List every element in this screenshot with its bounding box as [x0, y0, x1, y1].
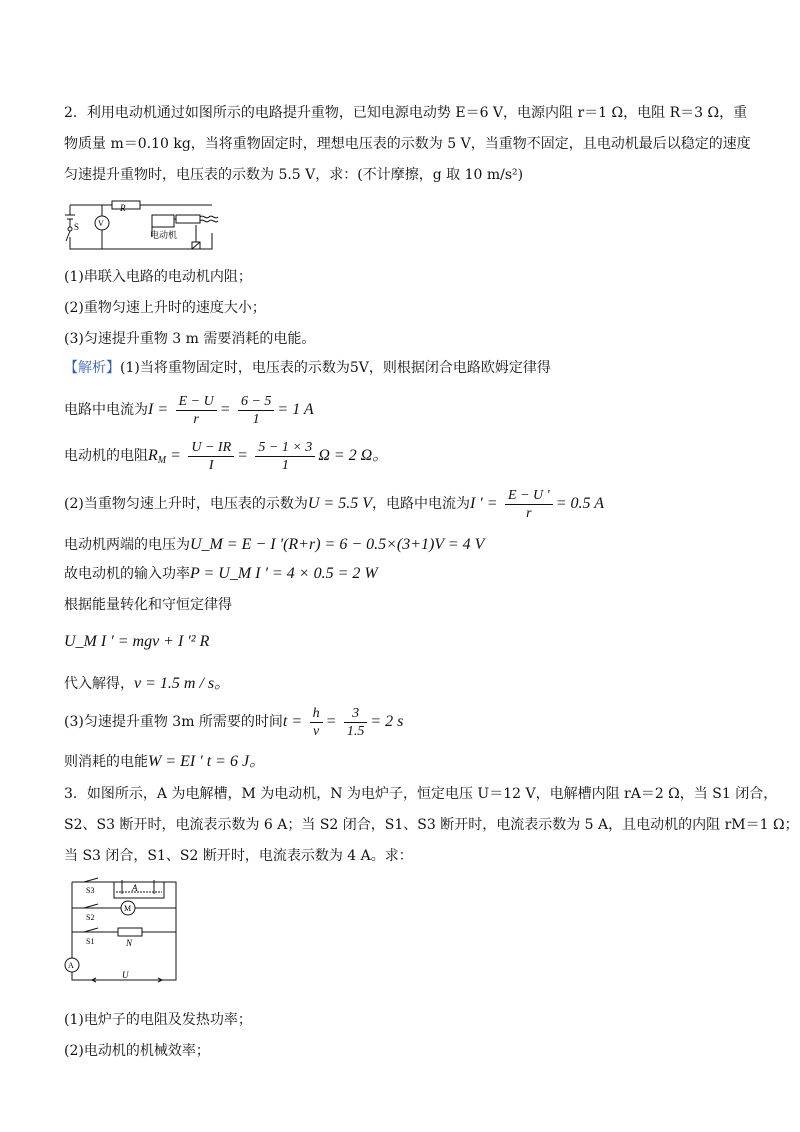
solution-line-4: (2)当重物匀速上升时，电压表的示数为U = 5.5 V，电路中电流为I ′ = $\frac{E - U '}{r}$ = 0.5 A [64, 487, 604, 521]
q3-circuit-diagram [62, 872, 186, 992]
q3-line-2: S2、S3 断开时，电流表示数为 6 A；当 S2 闭合，S1、S3 断开时，电流表示数为 5 A，且电动机的内阻 rM＝1 Ω； [64, 817, 799, 833]
q3-diagram-label-s2: S2 [86, 913, 95, 922]
q2-diagram-label-r: R [120, 203, 126, 213]
q2-sub-1: (1)串联入电路的电动机内阻； [64, 269, 252, 285]
q3-diagram-label-u: U [122, 970, 129, 980]
q2-diagram-label-s: S [74, 222, 80, 232]
q2-sub-2: (2)重物匀速上升时的速度大小； [64, 300, 266, 316]
q2-diagram-label-motor: 电动机 [150, 230, 178, 240]
s2-frac-1: $\frac{E - U}{r}$ [176, 393, 217, 428]
solution-line-7: 根据能量转化和守恒定律得 [64, 597, 232, 613]
q2-line-2: 物质量 m＝0.10 kg，当将重物固定时，理想电压表的示数为 5 V，当重物不固定，且电动机最后以稳定的速度 [64, 136, 751, 152]
s10-frac-1: $\frac{h}{v}$ [310, 705, 323, 740]
solution-tag: 【解析】 [64, 360, 120, 376]
s2-lhs: I = [148, 401, 169, 418]
q3-diagram-label-ammeter: A [68, 961, 74, 970]
q2-diagram-label-v: V [98, 219, 104, 228]
q3-diagram-label-s3: S3 [86, 886, 95, 895]
solution-line-1 [64, 358, 551, 378]
solution-line-11: 则消耗的电能W = EI ′ t = 6 J。 [64, 753, 266, 770]
s3-prefix: 电动机的电阻 [64, 448, 148, 464]
s3-frac-1: $\frac{U - IR}{I}$ [188, 439, 234, 474]
q2-sub-3: (3)匀速提升重物 3 m 需要消耗的电能。 [64, 331, 316, 347]
s3-lhs: R [148, 447, 158, 464]
s3-frac-2: $\frac{5 - 1 \times 3}{1}$ [255, 439, 315, 474]
solution-line-2: 电路中电流为I = $\frac{E - U}{r}$ = $\frac{6 - 5}{1}$ = 1 A [64, 393, 314, 427]
q3-sub-2: (2)电动机的机械效率； [64, 1043, 210, 1059]
q3-diagram-label-a: A [132, 883, 138, 893]
q2-line-1: 2．利用电动机通过如图所示的电路提升重物，已知电源电动势 E＝6 V，电源内阻 r＝1 Ω，电阻 R＝3 Ω，重 [64, 105, 748, 121]
solution-line-10: (3)匀速提升重物 3m 所需要的时间t = $\frac{h}{v}$ = $\frac{3}{1.5}$ = 2 s [64, 705, 404, 739]
q3-diagram-label-n: N [126, 938, 133, 948]
s2-frac-2: $\frac{6 - 5}{1}$ [238, 393, 274, 428]
solution-line-6: 故电动机的输入功率P = U_M I ′ = 4 × 0.5 = 2 W [64, 565, 378, 582]
q3-sub-1: (1)电炉子的电阻及发热功率； [64, 1012, 252, 1028]
s3-result: Ω = 2 Ω。 [318, 447, 389, 464]
q3-diagram-label-m: M [124, 904, 132, 913]
s2-prefix: 电路中电流为 [64, 402, 148, 418]
solution-text-1: (1)当将重物固定时，电压表的示数为5V，则根据闭合电路欧姆定律得 [120, 360, 551, 376]
q2-line-3: 匀速提升重物时，电压表的示数为 5.5 V，求：(不计摩擦，g 取 10 m/s²) [64, 167, 524, 183]
s10-frac-2: $\frac{3}{1.5}$ [344, 705, 368, 740]
s2-result: = 1 A [277, 401, 314, 418]
solution-line-3: 电动机的电阻$R_M$ = $\frac{U - IR}{I}$ = $\frac{5 - 1 \times 3}{1}$ Ω = 2 Ω。 [64, 439, 389, 473]
q3-diagram-label-s1: S1 [86, 937, 95, 946]
q3-line-3: 当 S3 闭合，S1、S2 断开时，电流表示数为 4 A。求： [64, 848, 413, 864]
solution-line-8: U_M I ′ = mgv + I ′² R [64, 633, 210, 650]
solution-line-5: 电动机两端的电压为U_M = E − I ′(R+r) = 6 − 0.5×(3+1)V = 4 V [64, 536, 485, 553]
solution-line-9: 代入解得，v = 1.5 m / s。 [64, 675, 231, 692]
q2-circuit-diagram [62, 197, 222, 257]
q3-line-1: 3．如图所示，A 为电解槽，M 为电动机，N 为电炉子，恒定电压 U＝12 V，电解槽内阻 rA＝2 Ω，当 S1 闭合， [64, 786, 778, 802]
s4-frac: $\frac{E - U '}{r}$ [505, 487, 553, 522]
